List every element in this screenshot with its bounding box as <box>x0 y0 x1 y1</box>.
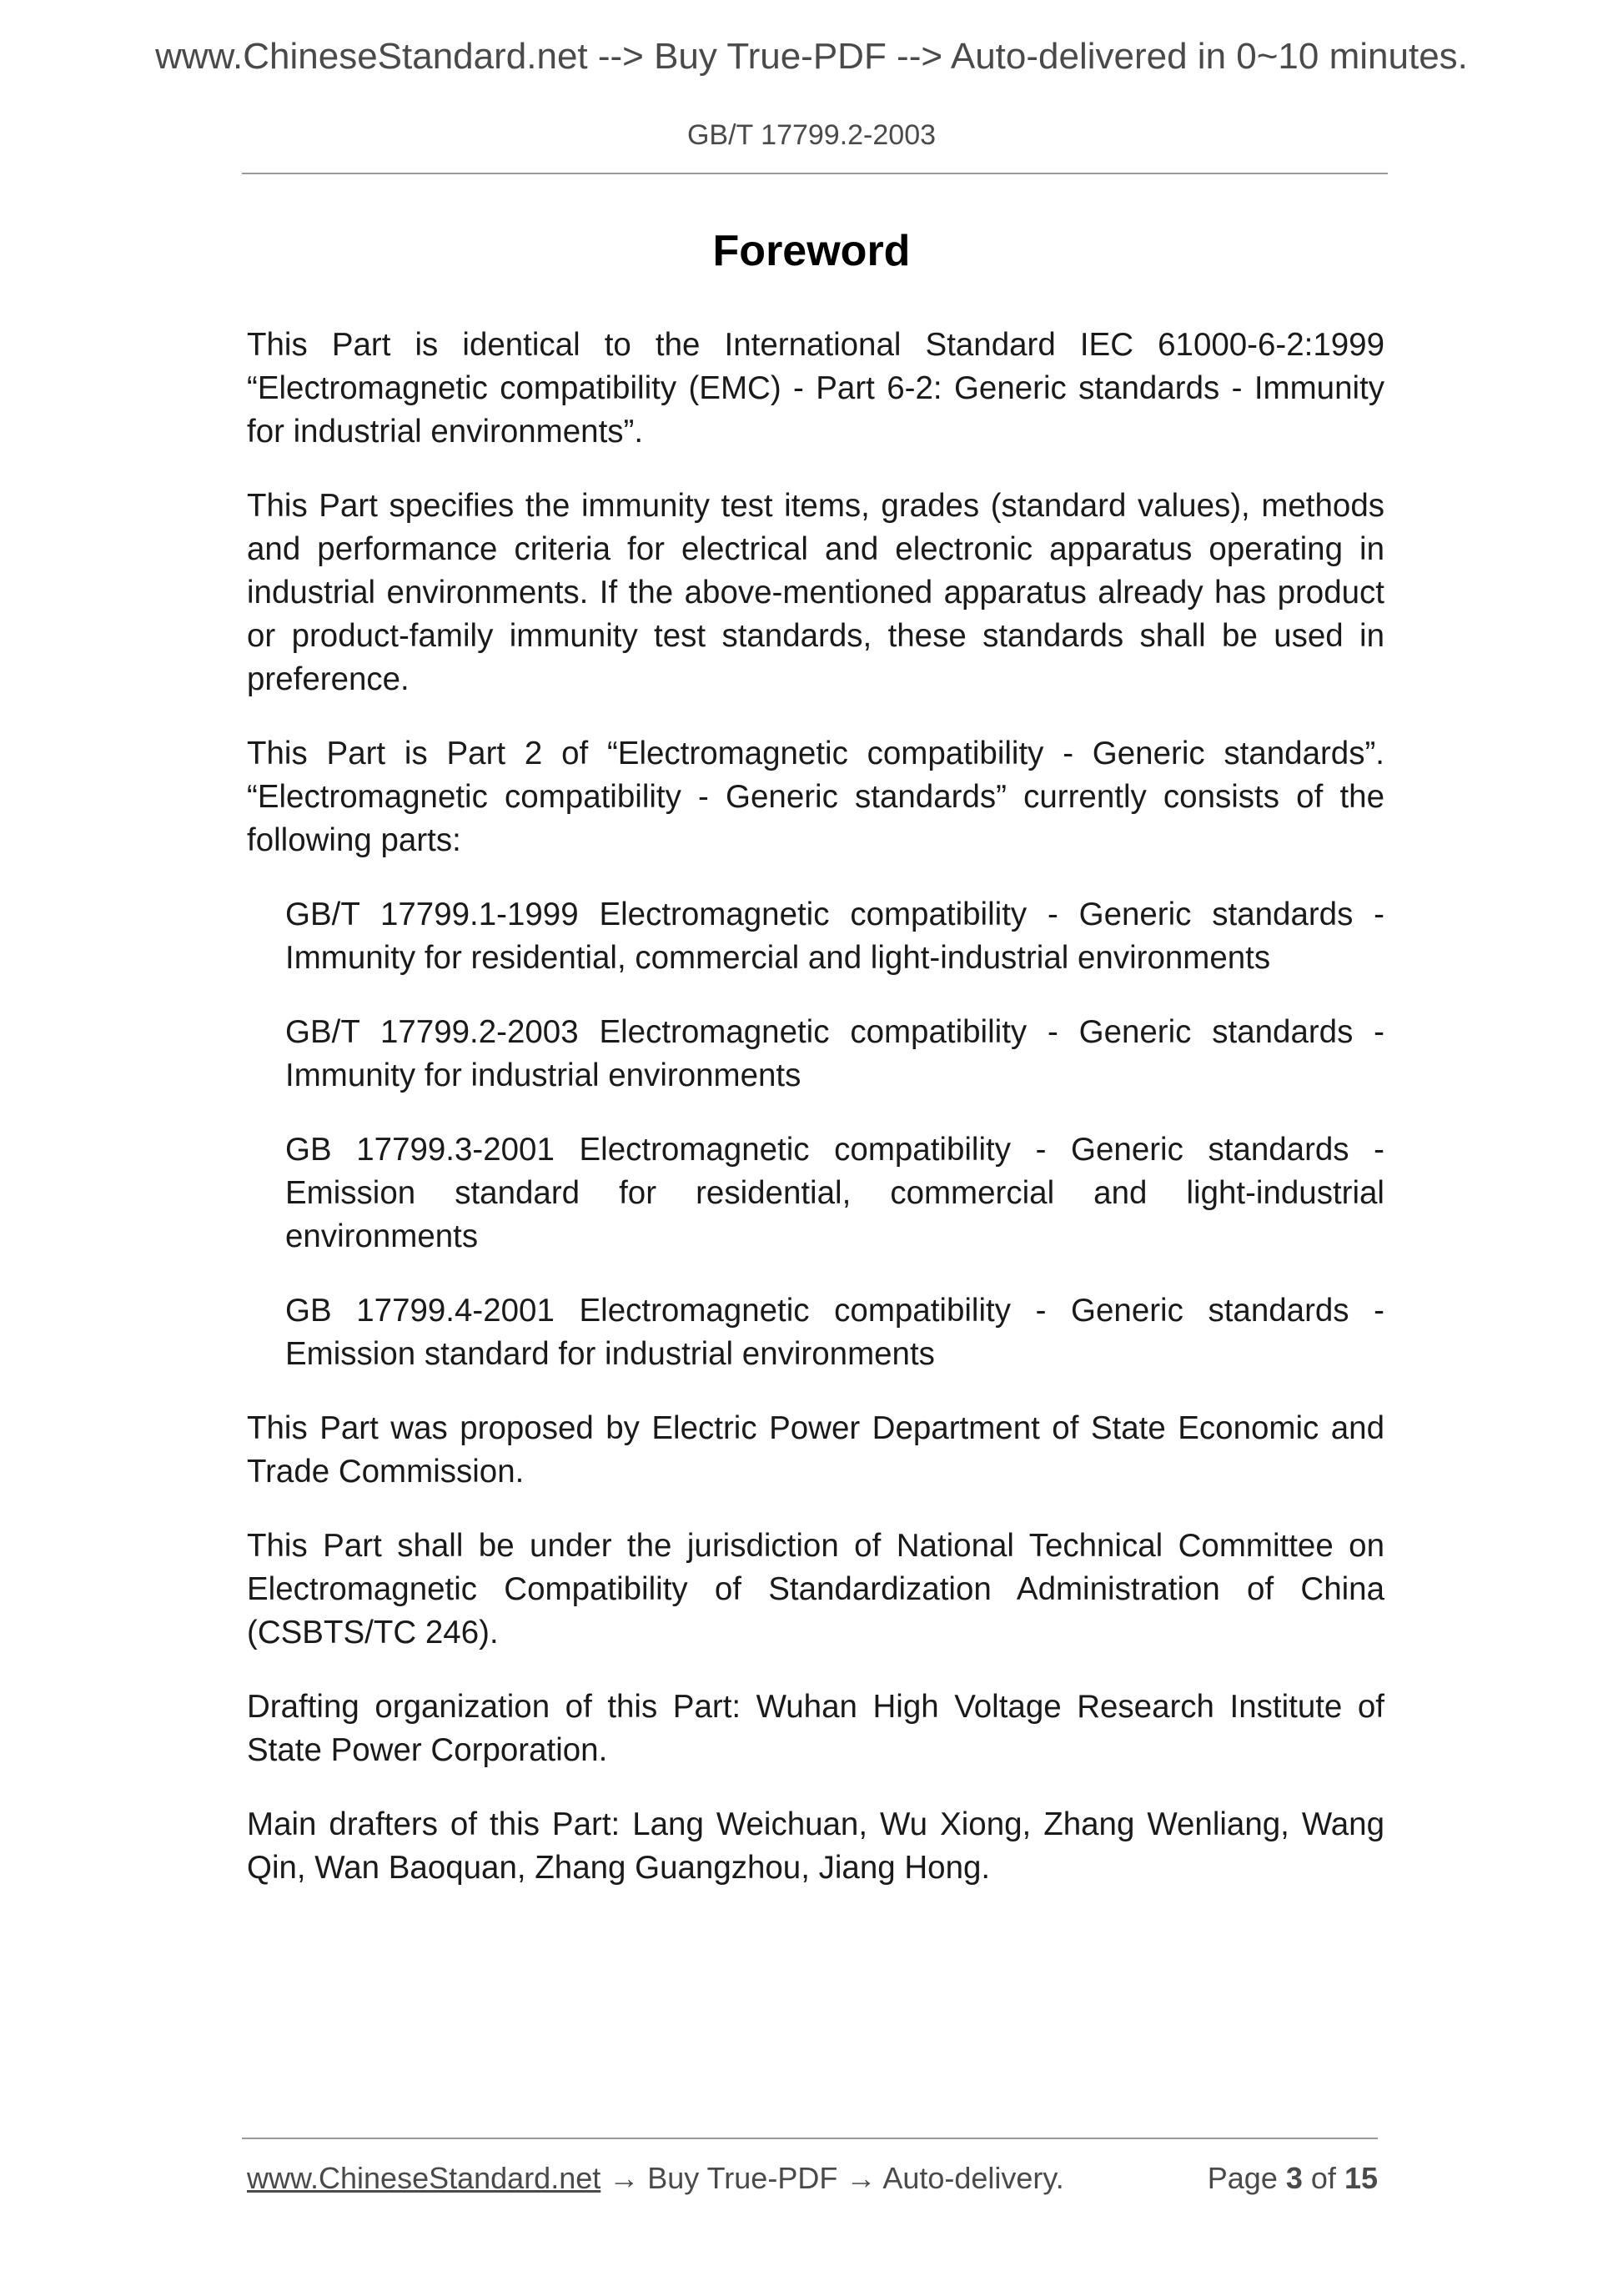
footer-tagline: → Buy True-PDF → Auto-delivery. <box>600 2161 1064 2195</box>
footer-website-link[interactable]: www.ChineseStandard.net <box>247 2161 601 2195</box>
paragraph-main-drafters: Main drafters of this Part: Lang Weichuan, Wu Xiong, Zhang Wenliang, Wang Qin, Wan Baoquan, Zhang Guangzhou, Jiang Hong. <box>247 1806 1384 1886</box>
footer-left <box>247 2158 1064 2198</box>
parts-list <box>247 893 1384 1376</box>
page-current-number: 3 <box>1285 2161 1303 2195</box>
top-banner: www.ChineseStandard.net --> Buy True-PDF --> Auto-delivered in 0~10 minutes. <box>155 36 1468 77</box>
footer-divider <box>242 2138 1378 2139</box>
paragraph-scope: This Part specifies the immunity test items, grades (standard values), methods and performance criteria for electrical and electronic apparatus operating in industrial environments. If the above-mentioned apparatus already has product or product-family immunity test standards, these standards shall be used in preference. <box>247 488 1384 697</box>
header-divider <box>242 173 1388 174</box>
page-title: Foreword <box>712 227 911 275</box>
paragraph-series-parts: This Part is Part 2 of “Electromagnetic compatibility - Generic standards”. “Electromagnetic compatibility - Generic standards” currently consists of the following parts: <box>247 736 1384 858</box>
page-label: Page <box>1207 2161 1278 2195</box>
list-item-part-4: GB 17799.4-2001 Electromagnetic compatibility - Generic standards - Emission standard for industrial environments <box>285 1293 1384 1372</box>
list-item-part-3: GB 17799.3-2001 Electromagnetic compatibility - Generic standards - Emission standard for residential, commercial and light-industrial environments <box>285 1132 1384 1254</box>
page-indicator <box>1208 2158 1378 2198</box>
paragraph-jurisdiction: This Part shall be under the jurisdiction of National Technical Committee on Electromagnetic Compatibility of Standardization Administration of China (CSBTS/TC 246). <box>247 1528 1384 1650</box>
paragraph-drafting-organization: Drafting organization of this Part: Wuhan High Voltage Research Institute of State Power Corporation. <box>247 1689 1384 1768</box>
paragraph-identical-standard: This Part is identical to the International Standard IEC 61000-6-2:1999 “Electromagnetic compatibility (EMC) - Part 6-2: Generic standards - Immunity for industrial environments”. <box>247 327 1384 450</box>
page-of-label: of <box>1310 2161 1336 2195</box>
list-item-part-2: GB/T 17799.2-2003 Electromagnetic compatibility - Generic standards - Immunity for industrial environments <box>285 1014 1384 1093</box>
page-footer <box>247 2158 1378 2198</box>
paragraph-proposed-by: This Part was proposed by Electric Power Department of State Economic and Trade Commission. <box>247 1410 1384 1490</box>
list-item-part-1: GB/T 17799.1-1999 Electromagnetic compatibility - Generic standards - Immunity for residential, commercial and light-industrial environments <box>285 897 1384 976</box>
standard-number-header: GB/T 17799.2-2003 <box>686 119 937 151</box>
document-body <box>247 324 1384 1921</box>
page-total-number: 15 <box>1344 2161 1378 2195</box>
